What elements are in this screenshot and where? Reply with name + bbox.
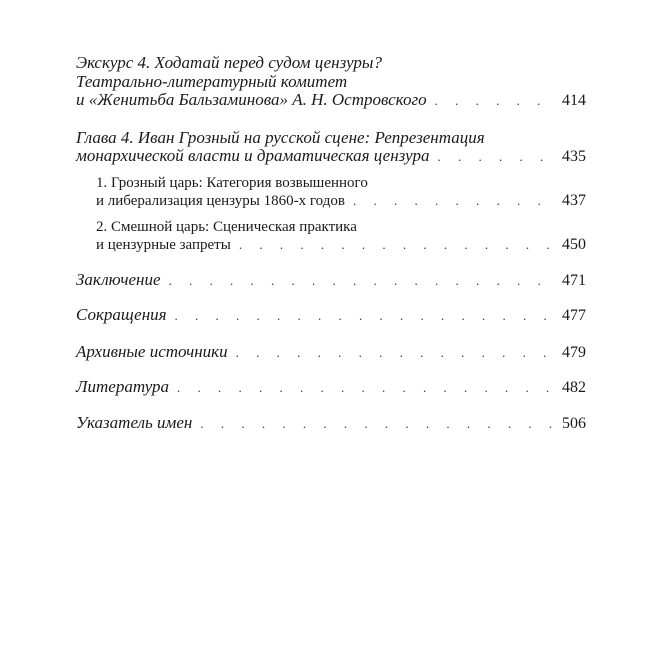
- entry-title: Архивные источники: [76, 341, 228, 361]
- entry-title-line: и цензурные запреты: [96, 237, 231, 253]
- entry-title-line: и «Женитьба Бальзаминова» А. Н. Островского: [76, 90, 427, 109]
- dot-leader: [435, 92, 556, 111]
- toc-entry-literature: [76, 378, 586, 398]
- page-number: 450: [562, 236, 586, 253]
- dot-leader: [239, 236, 556, 254]
- dot-leader: [177, 379, 556, 398]
- toc-entry-name-index: [76, 414, 586, 434]
- toc-entry-section-2: [96, 219, 586, 255]
- dot-leader: [200, 415, 556, 434]
- entry-title-line: Театрально-литературный комитет: [76, 71, 348, 91]
- toc-entry-abbreviations: [76, 306, 586, 326]
- toc-entry-archival-sources: [76, 343, 586, 363]
- entry-title-line: и либерализация цензуры 1860-х годов: [96, 193, 345, 209]
- dot-leader: [236, 344, 556, 363]
- entry-title-line: 1. Грозный царь: Категория возвышенного: [96, 174, 368, 191]
- toc-entry-chapter-4: [76, 129, 586, 167]
- page-number: 437: [562, 192, 586, 209]
- entry-title: Заключение: [76, 269, 161, 289]
- entry-title-line: монархической власти и драматическая цензура: [76, 146, 430, 165]
- page-number: 477: [562, 307, 586, 324]
- dot-leader: [437, 148, 556, 167]
- page-number: 506: [562, 414, 586, 432]
- entry-title-line: Глава 4. Иван Грозный на русской сцене: Репрезентация: [76, 127, 485, 147]
- page-number: 414: [562, 92, 586, 109]
- entry-title: Сокращения: [76, 305, 167, 324]
- entry-title-line: 2. Смешной царь: Сценическая практика: [96, 218, 357, 235]
- toc-entry-excursus-4: [76, 54, 586, 111]
- page-number: 482: [562, 379, 586, 396]
- page-number: 479: [562, 343, 586, 361]
- dot-leader: [175, 307, 556, 326]
- entry-title: Литература: [76, 377, 170, 396]
- toc-entry-section-1: [96, 175, 586, 211]
- entry-title: Указатель имен: [76, 412, 193, 432]
- table-of-contents: [76, 54, 586, 433]
- page-number: 435: [562, 148, 586, 165]
- page-number: 471: [562, 271, 586, 289]
- dot-leader: [353, 192, 556, 210]
- toc-entry-conclusion: [76, 271, 586, 291]
- dot-leader: [169, 272, 556, 291]
- entry-title-line: Экскурс 4. Ходатай перед судом цензуры?: [76, 53, 382, 72]
